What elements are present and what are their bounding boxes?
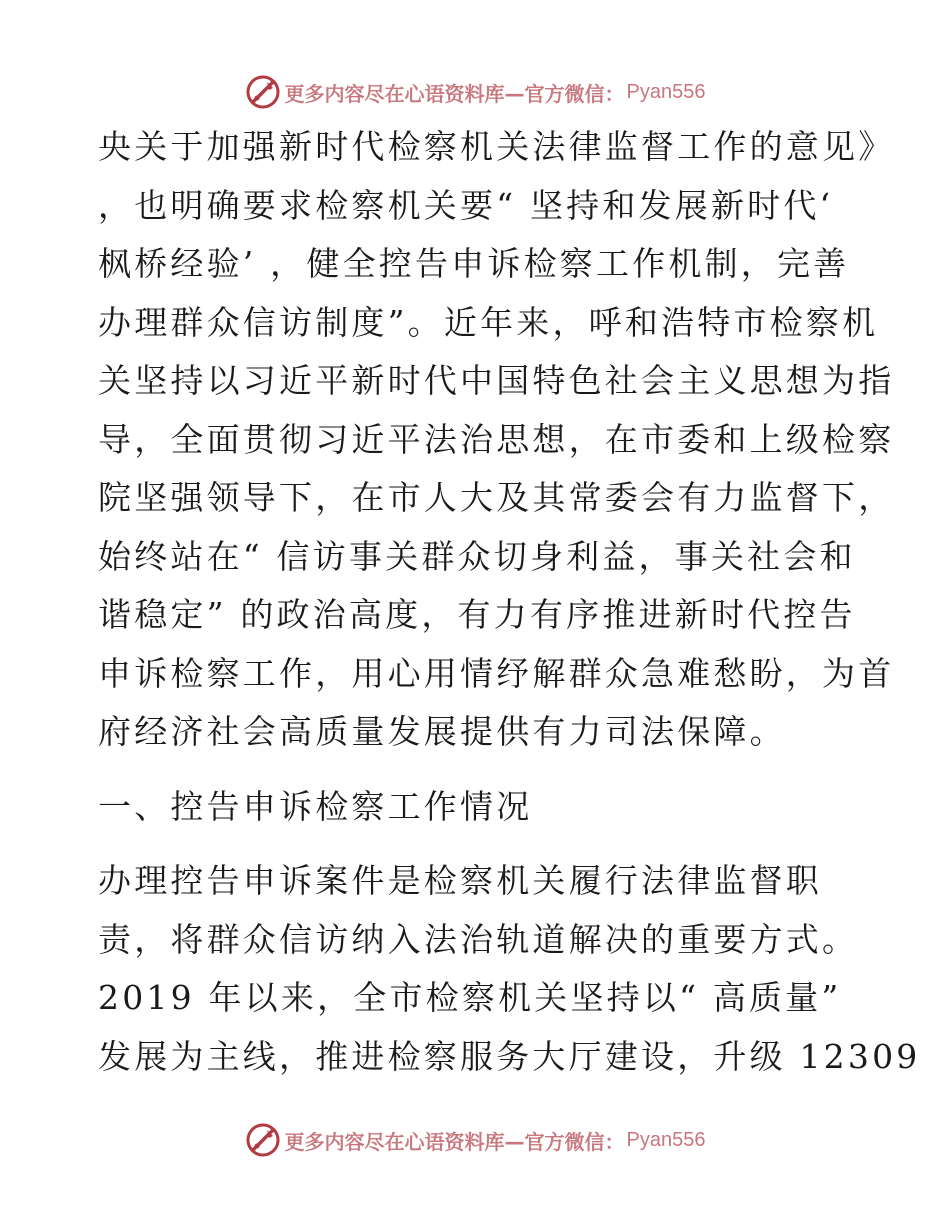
text-line: ，也明确要求检察机关要“ 坚持和发展新时代‘ <box>98 185 834 225</box>
watermark-wechat-id: Pyan556 <box>626 1128 706 1151</box>
text-line: 申诉检察工作，用心用情纾解群众急难愁盼，为首 <box>98 653 895 693</box>
watermark-text: 更多内容尽在心语资料库—官方微信： <box>284 81 625 106</box>
watermark-wechat-id: Pyan556 <box>626 80 706 103</box>
text-line: 央关于加强新时代检察机关法律监督工作的意见》 <box>98 127 895 166</box>
watermark-logo-icon <box>245 1122 281 1158</box>
watermark-footer <box>0 1120 950 1160</box>
text-line: 发展为主线，推进检察服务大厅建设，升级 12309 <box>98 1036 921 1076</box>
text-line: 谐稳定” 的政治高度，有力有序推进新时代控告 <box>98 595 856 634</box>
text-line: 院坚强领导下，在市人大及其常委会有力监督下， <box>98 478 895 517</box>
text-line: 关坚持以习近平新时代中国特色社会主义思想为指 <box>98 361 895 400</box>
text-line: 办理控告申诉案件是检察机关履行法律监督职 <box>98 861 822 900</box>
watermark-text: 更多内容尽在心语资料库—官方微信： <box>284 1129 625 1154</box>
section-heading: 一、控告申诉检察工作情况 <box>98 786 533 826</box>
watermark-logo-icon <box>245 74 281 110</box>
text-line: 府经济社会高质量发展提供有力司法保障。 <box>98 712 786 751</box>
document-body <box>98 118 921 1086</box>
text-line: 导，全面贯彻习近平法治思想，在市委和上级检察 <box>98 419 895 459</box>
text-line: 2019 年以来，全市检察机关坚持以“ 高质量” <box>98 978 842 1017</box>
text-line: 枫桥经验’ ，健全控告申诉检察工作机制，完善 <box>98 244 850 283</box>
watermark-header <box>0 72 950 112</box>
text-line: 办理群众信访制度”。近年来，呼和浩特市检察机 <box>98 302 879 342</box>
text-line: 责，将群众信访纳入法治轨道解决的重要方式。 <box>98 919 859 959</box>
text-line: 始终站在“ 信访事关群众切身利益，事关社会和 <box>98 536 856 576</box>
